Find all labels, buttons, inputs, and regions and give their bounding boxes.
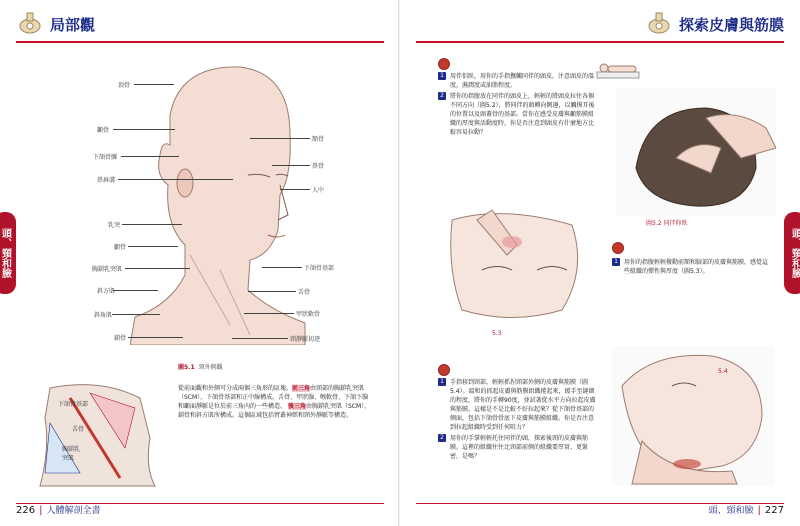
label-philtrum: 人中 xyxy=(312,187,325,194)
highlight-posterior: 後三角 xyxy=(287,403,306,410)
left-page-footer: 226 | 人體解剖全書 xyxy=(16,505,101,516)
highlight-anterior: 前三角 xyxy=(292,385,311,392)
leader-line xyxy=(113,129,175,130)
right-page-footer: 頭、頸和臉 | 227 xyxy=(708,505,784,516)
inset-label-mandible: 下頜骨基部 xyxy=(58,401,89,408)
figure-5-4-tag: 5.4 xyxy=(718,368,728,375)
figure-5-3-tag: 5.3 xyxy=(492,330,502,337)
book-title: 人體解剖全書 xyxy=(46,506,101,516)
right-page xyxy=(400,0,800,526)
leader-line xyxy=(113,290,158,291)
step-text: 將你的指腹放在同伴的頭皮上，輕輕的將頭皮拉往各個不同方向（圖5.2），將同伴的頭轉向側邊，以觸摸耳後的位置以及頭蓋骨的基部。當你在感受皮膚與顳筋膜組織的厚度與活動度時，你是否注意到頭皮有什麼地方比較容易拉動？ xyxy=(450,93,595,136)
leader-line xyxy=(280,189,310,190)
book-title: 頭、頸和臉 xyxy=(708,506,754,516)
step-number-icon: 1 xyxy=(612,258,620,266)
label-mandible-condyle: 下頜骨髁 xyxy=(93,154,118,161)
step-text: 手指移到頸部，輕輕抓捏頸部外側的皮膚與筋膜（圖5.4）。溫和的抓起皮膚與筋膜組織捲起來，緩手至縫細的程度，將你的手轉90度，並試著從水平方向拉起皮膚與筋膜。這樣是不是比較不好拉起來？從下頜骨基部的側面，包括下頜骨骨底下皮膚與筋膜組織。你是否注意到拉起組織時受到任何阻力？ xyxy=(450,379,596,431)
vertebra-icon xyxy=(16,10,44,38)
leader-line xyxy=(118,179,233,180)
inset-label-scm: 胸鎖乳突肌 xyxy=(62,446,81,462)
figure-5-2-caption: 圖5.2 同伴仰臥 xyxy=(646,220,688,227)
supine-figure-icon xyxy=(596,58,640,82)
text-segment: 從前面觀和外側可分成兩個三角形的區塊。 xyxy=(178,385,293,392)
page-title: 探索皮膚與筋膜 xyxy=(678,15,784,34)
vertebra-icon xyxy=(645,10,673,38)
left-header xyxy=(16,10,95,38)
step-text: 用伴侶臥，用你的手指撫觸同伴的頭皮，注意頭皮的溫度，濕潤度或油脂程度。 xyxy=(450,73,595,89)
label-scalene: 斜角肌 xyxy=(94,312,113,319)
label-thyroid-cartilage: 甲狀軟骨 xyxy=(296,311,321,318)
label-jugular-notch: 頸靜脈切迹 xyxy=(290,336,321,343)
label-mandible-base: 下頜骨基部 xyxy=(304,265,335,272)
label-temporal: 顳骨 xyxy=(97,127,110,134)
header-rule xyxy=(416,41,784,43)
left-body-text xyxy=(178,384,374,420)
page-title: 局部觀 xyxy=(50,15,96,34)
leader-line xyxy=(262,267,302,268)
text-segment: 由頸部的胸鎖乳突肌（SCM）、下頜骨基部和正中線構成。舌骨、甲狀腺、喉軟骨、下頜下腺和顳面靜脈是位於前三角內的一些構造。 xyxy=(178,385,369,410)
label-mastoid: 乳突 xyxy=(108,222,121,229)
label-hyoid: 舌骨 xyxy=(298,289,311,296)
right-header xyxy=(645,10,784,38)
step-2 xyxy=(438,92,598,137)
step-text: 用你的手掌輕輕托住同伴的頭，探索後頸的皮膚與筋膜。這裡的組織往往比頸部前側的組織要厚實、更緊密，是嗎？ xyxy=(450,435,589,460)
leader-line xyxy=(244,313,294,314)
leader-line xyxy=(112,314,160,315)
leader-line xyxy=(232,338,288,339)
forehead-palpation-illustration xyxy=(442,200,592,330)
hand-icon xyxy=(612,242,624,254)
chapter-tab-label: 頭、頸和臉 xyxy=(789,228,800,278)
step-4 xyxy=(438,378,598,432)
figure-caption xyxy=(178,362,223,371)
label-skull: 顱骨 xyxy=(114,244,127,251)
chapter-tab[interactable] xyxy=(784,212,800,294)
chapter-tab[interactable] xyxy=(0,212,16,294)
leader-line xyxy=(121,156,179,157)
step-5 xyxy=(438,434,598,461)
steps-group-2 xyxy=(612,258,772,278)
page-number: 227 xyxy=(764,505,784,516)
label-parietal: 頂骨 xyxy=(118,82,131,89)
leader-line xyxy=(122,224,182,225)
inset-label-hyoid: 舌骨 xyxy=(72,426,85,433)
leader-line xyxy=(125,268,190,269)
leader-line xyxy=(134,84,174,85)
step-text: 用你的指腹輕輕撥動前額和臉部的皮膚與筋膜，感覺這些組織的彈性與厚度（圖5.3）。 xyxy=(624,259,769,275)
label-nasal: 鼻骨 xyxy=(312,163,325,170)
chapter-tab-label: 頭、頸和臉 xyxy=(0,228,11,278)
step-1 xyxy=(438,72,598,90)
hand-icon xyxy=(438,58,450,70)
step-3 xyxy=(612,258,772,276)
leader-line xyxy=(272,165,310,166)
step-number-icon: 2 xyxy=(438,434,446,442)
step-number-icon: 2 xyxy=(438,92,446,100)
head-neck-illustration xyxy=(130,55,310,345)
text-segment: 由胸鎖乳突肌（SCM）、鎖骨和斜方肌所構成。這個區域包括臂叢神經和頸外靜脈等構造。 xyxy=(178,403,371,419)
leader-line xyxy=(128,337,183,338)
step-number-icon: 1 xyxy=(438,378,446,386)
leader-line xyxy=(248,291,296,292)
hand-icon xyxy=(438,364,450,376)
label-clavicle: 鎖骨 xyxy=(114,335,127,342)
figure-caption-text: 頸外側觀 xyxy=(198,364,223,371)
label-nasolabial: 鼻唇溝 xyxy=(97,177,116,184)
steps-group-3 xyxy=(438,378,598,463)
leader-line xyxy=(250,138,310,139)
label-frontal: 額骨 xyxy=(312,136,325,143)
header-rule xyxy=(16,41,384,43)
neck-triangles-illustration xyxy=(30,378,170,488)
step-number-icon: 1 xyxy=(438,72,446,80)
neck-palpation-illustration xyxy=(612,346,774,486)
page-number: 226 xyxy=(16,505,36,516)
label-scm: 胸鎖乳突肌 xyxy=(92,266,123,273)
leader-line xyxy=(128,246,178,247)
scalp-palpation-illustration xyxy=(616,88,776,216)
figure-number: 圖5.1 xyxy=(178,364,195,371)
label-trapezius: 斜方肌 xyxy=(97,288,116,295)
steps-group-1 xyxy=(438,72,598,139)
